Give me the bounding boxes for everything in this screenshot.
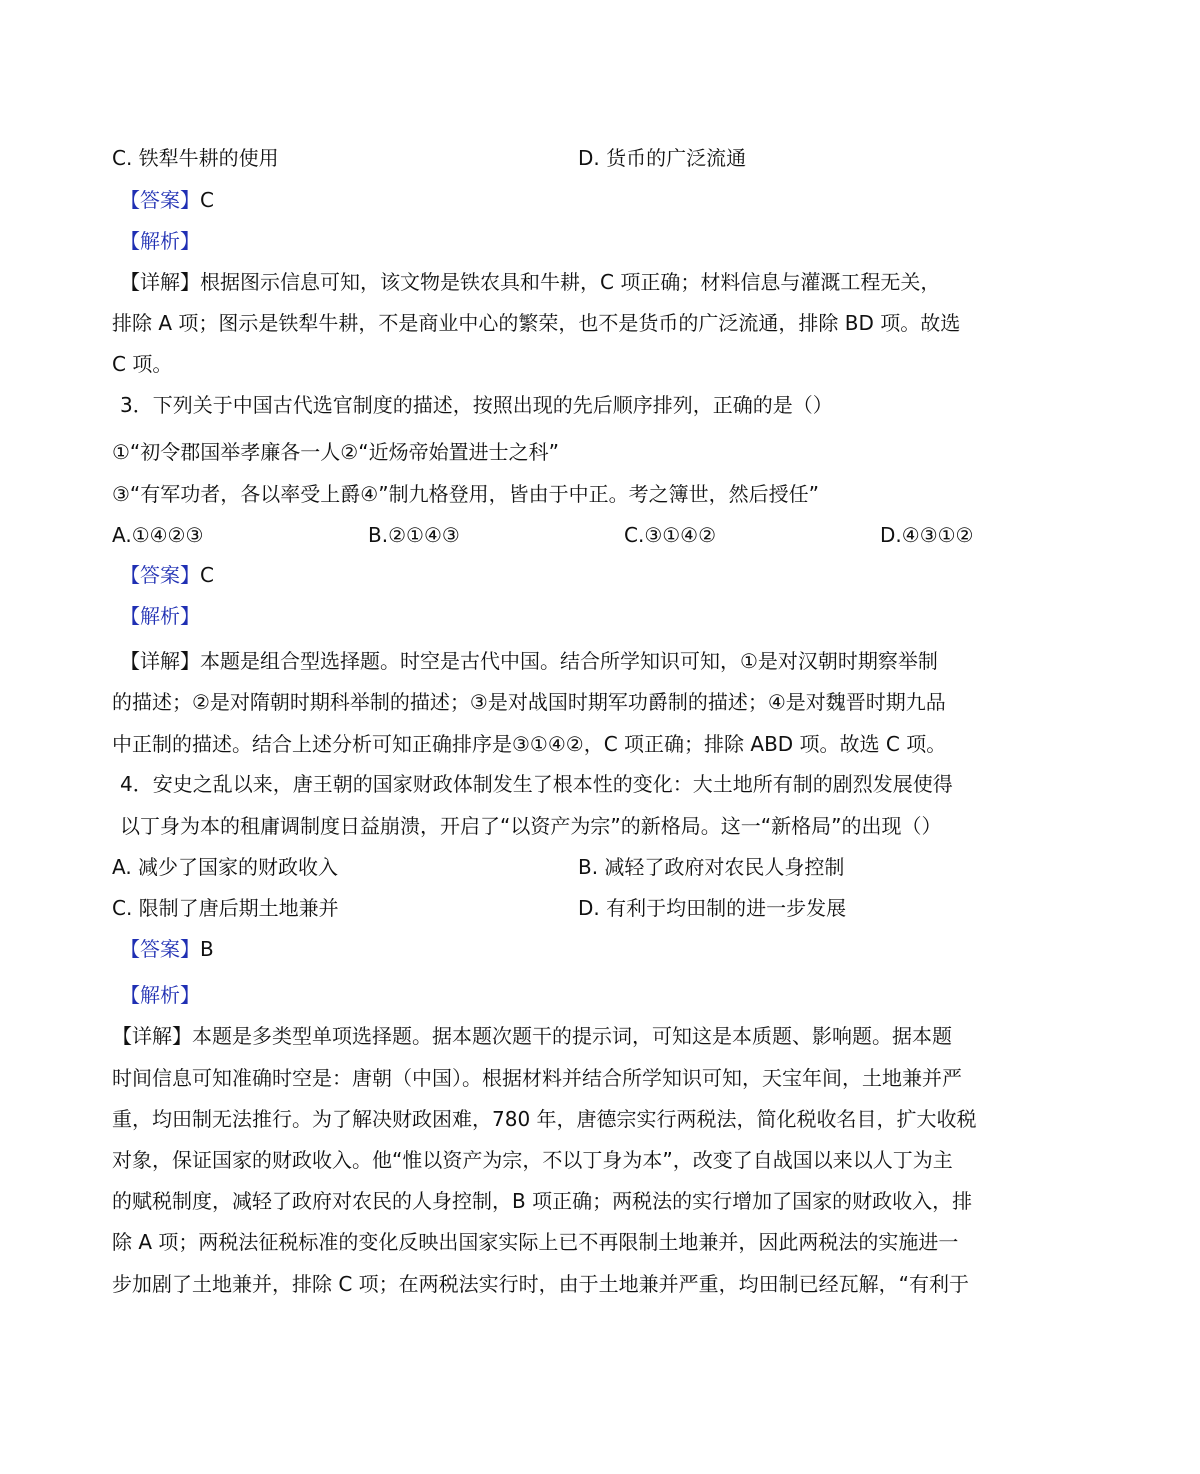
q4-detail-line: 重，均田制无法推行。为了解决财政困难，780 年，唐德宗实行两税法，简化税收名目，扩大收税 xyxy=(112,1107,977,1131)
q3-option-a: A.①④②③ xyxy=(112,523,204,547)
q4-detail-line: 除 A 项；两税法征税标准的变化反映出国家实际上已不再限制土地兼并，因此两税法的实施进一 xyxy=(112,1230,959,1254)
q4-option-d: D. 有利于均田制的进一步发展 xyxy=(578,896,847,920)
q3-analysis-label xyxy=(120,602,1120,630)
q2-detail-line: 【详解】根据图示信息可知，该文物是铁农具和牛耕，C 项正确；材料信息与灌溉工程无关， xyxy=(120,270,941,294)
q2-detail-line: 排除 A 项；图示是铁犁牛耕，不是商业中心的繁荣，也不是货币的广泛流通，排除 BD 项。故选 xyxy=(112,311,961,335)
q4-detail-line: 的赋税制度，减轻了政府对农民的人身控制，B 项正确；两税法的实行增加了国家的财政收入，排 xyxy=(112,1189,973,1213)
analysis-label: 【解析】 xyxy=(120,604,200,628)
q3-detail-line: 的描述；②是对隋朝时期科举制的描述；③是对战国时期军功爵制的描述；④是对魏晋时期九品 xyxy=(112,690,946,714)
q2-detail-line: C 项。 xyxy=(112,352,173,376)
q2-answer xyxy=(120,186,1120,214)
q3-items-line: ①“初令郡国举孝廉各一人②“近炀帝始置进士之科” xyxy=(112,440,559,464)
q3-detail-line: 中正制的描述。结合上述分析可知正确排序是③①④②，C 项正确；排除 ABD 项。故选 C 项。 xyxy=(112,732,947,756)
q4-stem-line: 4．安史之乱以来，唐王朝的国家财政体制发生了根本性的变化：大土地所有制的剧烈发展使得 xyxy=(120,772,953,796)
analysis-label: 【解析】 xyxy=(120,983,200,1007)
answer-value: C xyxy=(200,188,214,212)
answer-label: 【答案】 xyxy=(120,563,200,587)
q3-option-c: C.③①④② xyxy=(624,523,717,547)
answer-label: 【答案】 xyxy=(120,188,200,212)
q3-stem: 3．下列关于中国古代选官制度的描述，按照出现的先后顺序排列，正确的是（） xyxy=(120,393,833,417)
answer-label: 【答案】 xyxy=(120,937,200,961)
q4-option-b: B. 减轻了政府对农民人身控制 xyxy=(578,855,845,879)
q4-detail-line: 步加剧了土地兼并，排除 C 项；在两税法实行时，由于土地兼并严重，均田制已经瓦解，“有利于 xyxy=(112,1272,970,1296)
q4-answer xyxy=(120,935,1120,963)
q3-detail-line: 【详解】本题是组合型选择题。时空是古代中国。结合所学知识可知，①是对汉朝时期察举制 xyxy=(120,649,938,673)
q4-detail-line: 对象，保证国家的财政收入。他“惟以资产为宗，不以丁身为本”，改变了自战国以来以人丁为主 xyxy=(112,1148,953,1172)
answer-value: C xyxy=(200,563,214,587)
q4-detail-line: 时间信息可知准确时空是：唐朝（中国）。根据材料并结合所学知识可知，天宝年间，土地兼并严 xyxy=(112,1066,962,1090)
q4-option-c: C. 限制了唐后期土地兼并 xyxy=(112,896,339,920)
q4-analysis-label xyxy=(120,981,1120,1009)
q4-stem-line: 以丁身为本的租庸调制度日益崩溃，开启了“以资产为宗”的新格局。这一“新格局”的出现（） xyxy=(120,814,942,838)
q2-option-d: D. 货币的广泛流通 xyxy=(578,146,747,170)
q2-analysis-label xyxy=(120,227,1120,255)
q3-option-d: D.④③①② xyxy=(880,523,974,547)
q3-items-line: ③“有军功者，各以率受上爵④”制九格登用，皆由于中正。考之簿世，然后授任” xyxy=(112,482,819,506)
answer-value: B xyxy=(200,937,214,961)
q3-option-b: B.②①④③ xyxy=(368,523,460,547)
q4-detail-line: 【详解】本题是多类型单项选择题。据本题次题干的提示词，可知这是本质题、影响题。据本题 xyxy=(112,1024,952,1048)
q3-answer xyxy=(120,561,1120,589)
q2-option-c: C. 铁犁牛耕的使用 xyxy=(112,146,279,170)
q4-option-a: A. 减少了国家的财政收入 xyxy=(112,855,339,879)
analysis-label: 【解析】 xyxy=(120,229,200,253)
